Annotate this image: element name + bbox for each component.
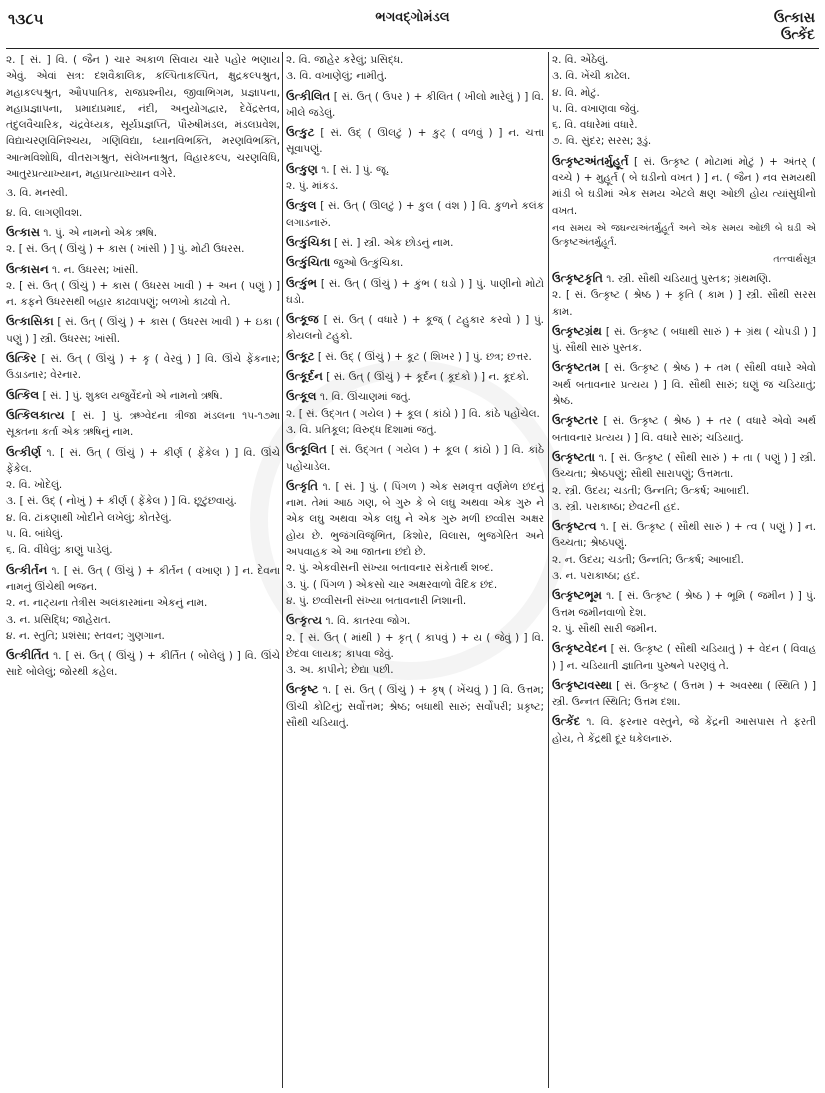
definition-text: [ સં. ] પું. શુક્લ યજુર્વેદનો એ નામનો ઋષિ. bbox=[39, 389, 223, 402]
definition-text: ૧. ન. ઉધરસ; ખાંસી. ૨. [ સં. ઉત્ ( ઊંચું ) + કાસ ( ઉધરસ ખાવી ) + અન ( પણું ) ] ન. કફને ઉધરસથી બહાર કાઢવાપણું; બળખો કાઢવો તે. bbox=[6, 263, 280, 309]
definition-text: ૧. વિ. કાતરવા જોગ. ૨. [ સં. ઉત્ ( માંથી ) + કૃત્ ( કાપવું ) + ય ( જેવું ) ] વિ. છેદવા લાયક; કાપવા જેવું. ૩. અ. કાપીને; છેદ્યા પછી. bbox=[286, 615, 544, 677]
dictionary-entry bbox=[286, 161, 544, 195]
dictionary-entry bbox=[6, 261, 280, 311]
guide-word-top: ઉત્કાસ bbox=[773, 10, 815, 26]
headword: ઉત્કૂલ bbox=[286, 389, 317, 404]
definition-text: [ સં. ઉત્ ( ઊંચું ) + કાસ ( ઉધરસ ખાવી ) + ઇકા ( પણું ) ] સ્ત્રી. ઉધરસ; ખાંસી. bbox=[6, 316, 280, 345]
dictionary-entry bbox=[552, 640, 816, 674]
dictionary-entry bbox=[552, 222, 816, 250]
columns bbox=[6, 52, 819, 1090]
definition-text: ૧. [ સં. ] પું. ( પિંગળ ) એક સમવૃત્ત વર્ણમેળ છંદનું નામ. તેમાં આઠ ગણ, બે ગુરુ કે બે લઘુ અથવા એક ગુરુ ને એક લઘુ અથવા એક લઘુ ને એક ગુરુ મળી છવ્વીસ અક્ષર હોય છે. ભુજંગવિજૃંભિત, કિશોર, વિલાસ, ભુજગેરિત અને અપવાહક એ આ જાતના છંદો છે. ૨. પું. એકવીસની સંખ્યા બતાવનાર સંકેતાર્થ શબ્દ. ૩. પું. ( પિંગળ ) એકસો ચાર અક્ષરવાળો વૈદિક છંદ. ૪. પું. છવ્વીસની સંખ્યા બતાવનારી નિશાની. bbox=[286, 480, 544, 607]
dictionary-entry bbox=[552, 587, 816, 637]
dictionary-entry bbox=[552, 412, 816, 446]
page-header bbox=[4, 6, 821, 52]
headword: ઉત્કુલ bbox=[286, 198, 317, 213]
headword: ઉત્કૃષ્ટ bbox=[286, 682, 319, 697]
definition-text: ૧. [ સં. ] પું. જૂ. ૨. પું. માંકડ. bbox=[286, 163, 390, 193]
headword: ઉત્કિલકાત્ય bbox=[6, 407, 65, 422]
dictionary-entry bbox=[552, 449, 816, 515]
headword: ઉત્કૃષ્ટાવસ્થા bbox=[552, 677, 613, 692]
dictionary-entry bbox=[6, 562, 280, 644]
dictionary-entry bbox=[552, 153, 816, 219]
definition-text: [ સં. ઉત્ ( ઊંચું ) + કુંભ ( ઘડો ) ] પું. પાણીનો મોટો ઘડો. bbox=[286, 277, 544, 306]
headword: ઉત્કુંચિતા bbox=[286, 255, 331, 270]
definition-text: ૧. [ સં. ઉત્ ( ઊંચું ) + કીર્ણ ( ફેંકેલ ) ] વિ. ઊંચે ફેંકેલ. ૨. વિ. ખોદેલું. ૩. [ સં. ઉદ્ ( નોખું ) + કીર્ણ ( ફેંકેલ ) ] વિ. છૂટુંછવાયું. ૪. વિ. ટાંકણાથી ખોદીને લખેલું; કોતરેલું. ૫. વિ. બાંધેલું. ૬. વિ. વીંધેલું; કાણું પાડેલું. bbox=[6, 446, 280, 557]
headword: ઉત્કૂલિત bbox=[286, 442, 327, 457]
dictionary-entry bbox=[286, 311, 544, 345]
definition-text: ૨. વિ. જાહેર કરેલું; પ્રસિદ્ધ. ૩. વિ. વખાણેલું; નામીતું. bbox=[286, 54, 404, 83]
dictionary-entry bbox=[286, 52, 544, 85]
definition-text: [ સં. ઉદ્ ( ઊંચું ) + કૂટ ( શિખર ) ] પું. છત્ર; છત્તર. bbox=[314, 350, 532, 363]
dictionary-entry bbox=[286, 368, 544, 385]
dictionary-entry bbox=[286, 124, 544, 158]
headword: ઉત્કીલિત bbox=[286, 88, 331, 103]
headword: ઉત્કુણ bbox=[286, 161, 318, 176]
dictionary-entry bbox=[286, 275, 544, 309]
definition-text: ૨. વિ. એંઠેલું. ૩. વિ. ખેંચી કાઢેલ. ૪. વિ. મોટું. ૫. વિ. વખાણવા જેવું. ૬. વિ. વધારેમાં વધારે. ૭. વિ. સુંદર; સરસ; રૂડું. bbox=[552, 54, 652, 148]
headword: ઉત્કૂજ bbox=[286, 312, 319, 327]
dictionary-entry bbox=[6, 185, 280, 201]
definition-text: ૧. સ્ત્રી. સૌથી ચડિયાતું પુસ્તક; ગ્રંથમણિ. ૨. [ સં. ઉત્કૃષ્ટ ( શ્રેષ્ઠ ) + કૃતિ ( કામ ) ] સ્ત્રી. સૌથી સરસ કામ. bbox=[552, 272, 816, 318]
headword: ઉત્કીર્ણ bbox=[6, 444, 42, 459]
definition-text: [ સં. ઉદ્ ( ઊલટું ) + કુટ્ ( વળવું ) ] ન. ચત્તા સૂવાપણું. bbox=[286, 127, 544, 156]
headword: ઉત્કૃષ્ટતમ bbox=[552, 360, 601, 375]
headword: ઉત્કૃત્ય bbox=[286, 613, 323, 628]
definition-text: [ સં. ઉત્ ( ઉપર ) + કીલિત ( ખીલો મારેલું ) ] વિ. ખીલે જડેલું. bbox=[286, 90, 544, 119]
headword: ઉત્કુંભ bbox=[286, 275, 318, 290]
dictionary-entry bbox=[286, 234, 544, 251]
dictionary-entry bbox=[286, 441, 544, 475]
headword: ઉત્કૃતિ bbox=[286, 478, 319, 493]
definition-text: ૧. [ સં. ઉત્ ( ઊંચું ) + કીર્તિત ( બોલેલું ) ] વિ. ઊંચે સાદે બોલેલું; જોરથી કહેલ. bbox=[6, 650, 280, 679]
definition-text: [ સં. ઉત્ ( ઊંચું ) + કૄ ( વેરવું ) ] વિ. ઊંચે ફેંકનાર; ઉડાડનાર; વેરનાર. bbox=[6, 353, 280, 382]
dictionary-entry bbox=[6, 205, 280, 221]
dictionary-entry bbox=[286, 197, 544, 231]
definition-text: ૧. [ સં. ઉત્કૃષ્ટ ( સૌથી સારું ) + તા ( પણું ) ] સ્ત્રી. ઉચ્ચતા; શ્રેષ્ઠપણું; સૌથી સારાપણું; ઉત્તમતા. ૨. સ્ત્રી. ઉદય; ચડતી; ઉન્નતિ; ઉત્કર્ષ; આબાદી. ૩. સ્ત્રી. પરાકાષ્ઠા; છેવટની હદ. bbox=[552, 451, 816, 513]
headword: ઉત્કૃષ્ટકૃતિ bbox=[552, 270, 603, 285]
headword: ઉત્કીર્તિત bbox=[6, 648, 50, 663]
dictionary-entry bbox=[552, 518, 816, 584]
dictionary-entry bbox=[552, 713, 816, 747]
headword: ઉત્કૃષ્ટભૂમ bbox=[552, 588, 602, 603]
definition-text: ૧. વિ. ઊંચાણમાં જતું. ૨. [ સં. ઉદ્ગત ( ગયેલ ) + કૂલ ( કાંઠો ) ] વિ. કાંઠે પહોંચેલ. ૩. વિ. પ્રતિકૂલ; વિરુદ્ધ દિશામાં જતું. bbox=[286, 391, 540, 436]
definition-text: ૩. વિ. મનસ્વી. bbox=[6, 187, 68, 200]
headword: ઉત્કુંચિકા bbox=[286, 234, 331, 249]
definition-text: ૧. વિ. ફરનાર વસ્તુને, જે કેંદ્રની આસપાસ તે ફરતી હોય, તે કેંદ્રથી દૂર ધકેલનારું. bbox=[552, 716, 816, 745]
definition-text: ૨. [ સં. ] વિ. ( જૈન ) ચાર અકાળ સિવાય ચારે પહોર ભણાય એવું. એવાં સત્ર: દશવૈકાલિક, કલ્પિતાકલ્પિત, ક્ષુદ્રકલ્પશ્રુત, મહાકલ્પશ્રુત, ઔપપાતિક, રાજપ્રશ્નીય, જીવાભિગમ, પ્રજ્ઞાપના, મહાપ્રજ્ઞાપના, પ્રમાદાપ્રમાદ, નંદી, અનુયોગદ્વાર, દેવેંદ્રસ્તવ, તંદુલવૈચારિક, ચંદ્રવેધ્યક, સૂર્યપ્રજ્ઞપ્તિ, પૌરુષીમંડલ, મંડલપ્રવેશ, વિદ્યાચરણવિનિશ્ચય, ગણિવિદ્યા, ધ્યાનવિભક્તિ, મરણવિભક્તિ, આત્મવિશોધિ, વીતરાગશ્રુત, સંલેખનાશ્રુત, વિહારકલ્પ, ચરણવિધિ, આતુરપ્રત્યાખ્યાન, મહાપ્રત્યાખ્યાન વગેરે. bbox=[6, 54, 280, 181]
definition-text: જુઓ ઉત્કુંચિકા. bbox=[330, 257, 404, 270]
definition-text: [ સં. ઉત્ ( ઊંચું ) + કૂર્દન ( કૂદકો ) ] ન. કૂદકો. bbox=[322, 371, 530, 384]
definition-text: [ સં. ઉત્કૃષ્ટ ( બધાથી સારું ) + ગ્રંથ ( ચોપડી ) ] પું. સૌથી સારું પુસ્તક. bbox=[552, 325, 816, 355]
dictionary-entry bbox=[552, 270, 816, 320]
definition-text: ૧. [ સં. ઉત્ ( ઊંચું ) + કૃષ્ ( ખેંચવું ) ] વિ. ઉત્તમ; ઊંચી કોટિનું; સર્વોત્તમ; શ્રેષ્ઠ; બધાથી સારું; સર્વોપરી; પ્રકૃષ્ટ; સૌથી ચડિયાતું. bbox=[286, 684, 544, 729]
page-number: ૧૩૮૫ bbox=[8, 10, 44, 28]
dictionary-entry bbox=[6, 444, 280, 559]
headword: ઉત્કાસન bbox=[6, 261, 49, 276]
definition-text: [ સં. ઉત્કૃષ્ટ ( સૌથી ચડિયાતું ) + વેદન ( વિવાહ ) ] ન. ચડિયાતી જ્ઞાતિના પુરુષને પરણવું તે. bbox=[552, 643, 816, 672]
column-2 bbox=[286, 52, 544, 1090]
dictionary-entry bbox=[552, 52, 816, 150]
dictionary-entry bbox=[552, 359, 816, 409]
dictionary-entry bbox=[6, 647, 280, 681]
dictionary-entry bbox=[6, 387, 280, 404]
dictionary-entry bbox=[286, 612, 544, 678]
definition-text: [ સં. ઉદ્ગત ( ગયેલ ) + કૂલ ( કાંઠો ) ] વિ. કાંઠે પહોંચાડેલ. bbox=[286, 444, 544, 473]
headword: ઉત્કિલ bbox=[6, 387, 40, 402]
dictionary-entry bbox=[286, 348, 544, 365]
headword: ઉત્કૃષ્ટવેદન bbox=[552, 641, 607, 656]
guide-words bbox=[774, 10, 815, 44]
dictionary-entry bbox=[286, 478, 544, 609]
dictionary-entry bbox=[6, 407, 280, 441]
dictionary-entry bbox=[286, 88, 544, 122]
definition-text: [ સં. ઉત્કૃષ્ટ ( મોટામાં મોટું ) + અંતર્ ( વચ્ચે ) + મુહૂર્ત ( બે ઘડીનો વખત ) ] ન. ( જૈન ) નવ સમયથી માંડી બે ઘડીમાં એક સમય એટલે ક્ષણ ઓછી હોય ત્યાંસુધીનો વખત. bbox=[552, 155, 816, 217]
headword: ઉત્કુટ bbox=[286, 125, 315, 140]
dictionary-entry bbox=[552, 253, 816, 267]
column-3 bbox=[552, 52, 816, 1090]
dictionary-entry bbox=[6, 52, 280, 182]
headword: ઉત્કૃષ્ટતર bbox=[552, 413, 599, 428]
headword: ઉત્કૃષ્ટતા bbox=[552, 449, 596, 464]
dictionary-entry bbox=[286, 388, 544, 438]
guide-word-bottom: ઉત્કેંદ bbox=[780, 27, 815, 43]
dictionary-entry bbox=[552, 677, 816, 711]
definition-text: [ સં. ] પું. ઋગ્વેદના ત્રીજા મંડલના ૧૫-૧૭મા સૂક્તના કર્તા એક ઋષિનું નામ. bbox=[6, 409, 280, 439]
headword: ઉત્કાસ bbox=[6, 224, 41, 239]
definition-text: [ સં. ઉત્ ( વધારે ) + કૂજ્ ( ટહુકાર કરવો ) ] પું. કોયલનો ટહુકો. bbox=[286, 314, 544, 343]
definition-text: ૧. [ સં. ઉત્કૃષ્ટ ( સૌથી સારું ) + ત્વ ( પણું ) ] ન. ઉચ્ચતા; શ્રેષ્ઠપણું. ૨. ન. ઉદય; ચડતી; ઉન્નતિ; ઉત્કર્ષ; આબાદી. ૩. ન. પરાકાષ્ઠા; હદ. bbox=[552, 521, 816, 583]
dictionary-entry bbox=[6, 224, 280, 258]
definition-text: ૧. પું. એ નામનો એક ઋષિ. ૨. [ સં. ઉત્ ( ઊંચું ) + કાસ ( ખાંસી ) ] પું. મોટી ઉધરસ. bbox=[6, 226, 245, 256]
dictionary-entry bbox=[6, 350, 280, 384]
column-divider bbox=[282, 52, 283, 1088]
column-divider bbox=[548, 52, 549, 1088]
definition-text: ૪. વિ. લાગણીવશ. bbox=[6, 206, 83, 219]
headword: ઉત્કિર bbox=[6, 351, 37, 366]
headword: ઉત્કેંદ bbox=[552, 714, 581, 729]
headword: ઉત્કૃષ્ટઅંતર્મુહૂર્ત bbox=[552, 153, 629, 168]
definition-text: ૧. [ સં. ઉત્કૃષ્ટ ( શ્રેષ્ઠ ) + ભૂમિ ( જમીન ) ] પું. ઉત્તમ જમીનવાળો દેશ. ૨. પું. સૌથી સારી જમીન. bbox=[552, 590, 816, 635]
dictionary-entry bbox=[6, 313, 280, 347]
definition-text: ૧. [ સં. ઉત્ ( ઊંચું ) + કીર્તન ( વખાણ ) ] ન. દેવના નામનું ઊંચેથી ભજન. ૨. ન. નાટ્યના તેત્રીસ અલંકારમાંના એકનું નામ. ૩. ન. પ્રસિદ્ધિ; જાહેરાત. ૪. ન. સ્તુતિ; પ્રશંસા; સ્તવન; ગુણગાન. bbox=[6, 564, 280, 642]
headword: ઉત્કૂર્દન bbox=[286, 369, 323, 384]
definition-text: તત્ત્વાર્થસૂત્ર bbox=[773, 253, 816, 265]
dictionary-entry bbox=[286, 254, 544, 271]
headword: ઉત્કાસિકા bbox=[6, 314, 54, 329]
definition-text: [ સં. ] સ્ત્રી. એક છોડનું નામ. bbox=[330, 236, 454, 249]
definition-text: [ સં. ઉત્કૃષ્ટ ( ઉત્તમ ) + અવસ્થા ( સ્થિતિ ) ] સ્ત્રી. ઉન્નત સ્થિતિ; ઉત્તમ દશા. bbox=[552, 679, 816, 709]
definition-text: [ સં. ઉત્કૃષ્ટ ( શ્રેષ્ઠ ) + તમ ( સૌથી વધારે એવો અર્થ બતાવનાર પ્રત્યય ) ] વિ. સૌથી સારું; ઘણું જ ચડિયાતું; શ્રેષ્ઠ. bbox=[552, 362, 816, 408]
definition-text: [ સં. ઉત્ ( ઊલટું ) + કુલ ( વંશ ) ] વિ. કુળને કલંક લગાડનારું. bbox=[286, 200, 544, 229]
definition-text: નવ સમય એ જઘન્યઅંતર્મુહૂર્ત અને એક સમય ઓછી બે ઘડી એ ઉત્કૃષ્ટઅંતર્મુહૂર્ત. bbox=[552, 222, 816, 248]
headword: ઉત્કૃષ્ટત્વ bbox=[552, 519, 597, 534]
definition-text: [ સં. ઉત્કૃષ્ટ ( શ્રેષ્ઠ ) + તર ( વધારે એવો અર્થ બતાવનાર પ્રત્યય ) ] વિ. વધારે સારું; ચડિયાતું. bbox=[552, 415, 816, 444]
page-title: ભગવદ્ગોમંડલ bbox=[375, 10, 450, 25]
headword: ઉત્કીર્તન bbox=[6, 562, 48, 577]
dictionary-entry bbox=[286, 681, 544, 731]
headword: ઉત્કૂટ bbox=[286, 348, 315, 363]
column-1 bbox=[6, 52, 280, 1090]
dictionary-entry bbox=[552, 323, 816, 357]
header-rule bbox=[6, 48, 819, 49]
headword: ઉત્કૃષ્ટગ્રંથ bbox=[552, 323, 602, 338]
